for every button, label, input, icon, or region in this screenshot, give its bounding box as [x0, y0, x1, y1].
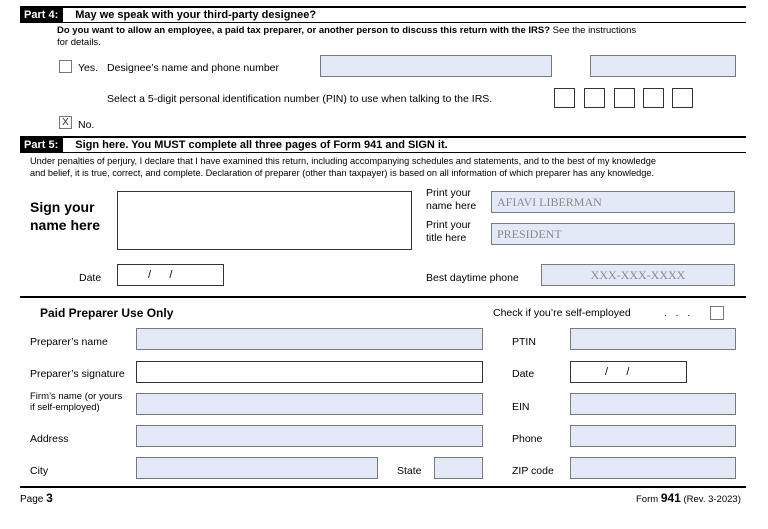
page-number-value: 3: [46, 491, 53, 505]
self-employed-dots: . . .: [664, 307, 691, 319]
zip-label: ZIP code: [512, 465, 554, 477]
preparer-title: Paid Preparer Use Only: [40, 306, 174, 320]
designee-phone-field[interactable]: [590, 55, 736, 77]
address-field[interactable]: [136, 425, 483, 447]
state-field[interactable]: [434, 457, 483, 479]
preparer-signature-label: Preparer’s signature: [30, 368, 125, 380]
part4-tag: Part 4:: [20, 8, 63, 22]
designee-yes-label: Yes.: [78, 62, 99, 74]
address-label: Address: [30, 433, 69, 445]
designee-yes-checkbox[interactable]: [59, 60, 72, 73]
footer-rule: [20, 486, 746, 488]
ein-label: EIN: [512, 401, 530, 413]
designee-no-label: No.: [78, 119, 95, 131]
part5-header: [20, 138, 746, 152]
form-number: 941: [660, 491, 681, 505]
preparer-date-label: Date: [512, 368, 535, 380]
page-prefix: Page: [20, 494, 47, 505]
print-title-label-1: Print your: [426, 219, 471, 231]
preparer-name-label: Preparer’s name: [30, 336, 108, 348]
sign-label-line-2: name here: [30, 217, 101, 233]
pin-digit-4[interactable]: [643, 88, 664, 108]
firm-name-label-1: Firm’s name (or yours: [30, 391, 123, 402]
daytime-phone-field[interactable]: XXX-XXX-XXXX: [541, 264, 735, 286]
preparer-date-field[interactable]: / /: [570, 361, 687, 383]
designee-question-line2: for details.: [57, 37, 101, 48]
pin-digit-3[interactable]: [614, 88, 635, 108]
print-name-label-2: name here: [426, 200, 477, 212]
print-title-field[interactable]: PRESIDENT: [491, 223, 735, 245]
pin-label: Select a 5-digit personal identification number (PIN) to use when talking to the IRS.: [107, 93, 493, 105]
part4-header-rule: [20, 22, 746, 23]
city-field[interactable]: [136, 457, 378, 479]
phone-label: Phone: [512, 433, 543, 445]
firm-name-label: [30, 391, 122, 413]
page-number: [20, 491, 53, 505]
print-name-label-1: Print your: [426, 187, 471, 199]
sign-here-label: [30, 198, 100, 234]
pin-digit-2[interactable]: [584, 88, 605, 108]
designee-question-tail: See the instructions: [550, 25, 637, 36]
form-revision-text: (Rev. 3-2023): [680, 494, 741, 505]
zip-field[interactable]: [570, 457, 736, 479]
firm-name-field[interactable]: [136, 393, 483, 415]
form-revision: [636, 491, 741, 505]
print-title-label: [426, 219, 471, 245]
part4-title: May we speak with your third-party designee?: [75, 9, 317, 21]
phone-field[interactable]: [570, 425, 736, 447]
ein-field[interactable]: [570, 393, 736, 415]
state-label: State: [397, 465, 422, 477]
form-prefix: Form: [636, 494, 661, 505]
pin-digit-1[interactable]: [554, 88, 575, 108]
sign-label-line-1: Sign your: [30, 199, 95, 215]
perjury-line-1: Under penalties of perjury, I declare that I have examined this return, including accompanying schedules and statements, and to the best of my knowledge: [30, 156, 656, 166]
self-employed-checkbox[interactable]: [710, 306, 724, 320]
sign-date-field[interactable]: / /: [117, 264, 224, 286]
print-name-field[interactable]: AFIAVI LIBERMAN: [491, 191, 735, 213]
part5-header-rule: [20, 152, 746, 153]
designee-question-bold: Do you want to allow an employee, a paid tax preparer, or another person to discuss this return with the IRS?: [57, 25, 551, 36]
firm-name-label-2: if self-employed): [30, 402, 100, 413]
preparer-name-field[interactable]: [136, 328, 483, 350]
part5-tag: Part 5:: [20, 138, 63, 152]
perjury-line-2: and belief, it is true, correct, and complete. Declaration of preparer (other than taxpayer) is based on all information of which preparer has any knowledge.: [30, 168, 655, 178]
ptin-field[interactable]: [570, 328, 736, 350]
preparer-top-rule: [20, 296, 746, 298]
city-label: City: [30, 465, 49, 477]
designee-name-field[interactable]: [320, 55, 552, 77]
pin-digit-5[interactable]: [672, 88, 693, 108]
perjury-statement: [30, 155, 746, 179]
designee-question: [57, 25, 747, 49]
sign-date-label: Date: [79, 272, 102, 284]
designee-no-checkbox[interactable]: X: [59, 116, 72, 129]
ptin-label: PTIN: [512, 336, 536, 348]
designee-name-label: Designee’s name and phone number: [107, 62, 280, 74]
preparer-signature-field[interactable]: [136, 361, 483, 383]
daytime-phone-label: Best daytime phone: [426, 272, 519, 284]
self-employed-label: Check if you’re self-employed: [493, 307, 631, 319]
part5-title: Sign here. You MUST complete all three pages of Form 941 and SIGN it.: [75, 139, 448, 151]
signature-box[interactable]: [117, 191, 412, 250]
print-name-label: [426, 187, 476, 213]
print-title-label-2: title here: [426, 232, 467, 244]
part4-header: [20, 8, 746, 22]
